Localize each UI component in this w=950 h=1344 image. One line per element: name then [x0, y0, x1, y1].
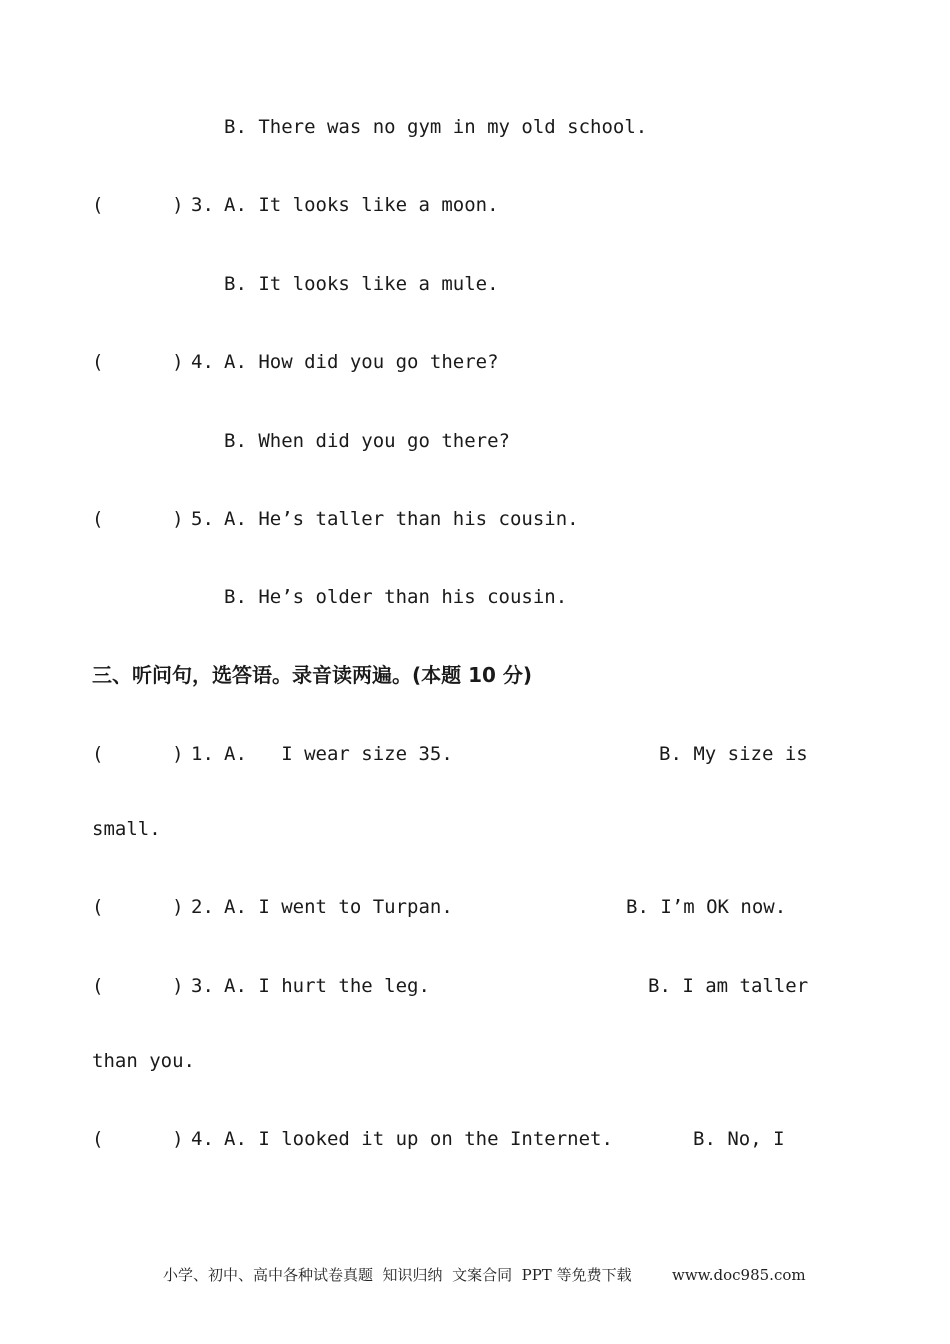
- item-number-5: 5.: [191, 508, 214, 530]
- s3-answer-blank-4: ( ): [92, 1128, 184, 1150]
- s3-option-b-3-continued: than you.: [92, 1050, 195, 1072]
- option-a-item-4: A. How did you go there?: [224, 351, 499, 373]
- item-number-4: 4.: [191, 351, 214, 373]
- item-number-3: 3.: [191, 194, 214, 216]
- s3-option-a-3: A. I hurt the leg.: [224, 975, 430, 997]
- s3-item-number-4: 4.: [191, 1128, 214, 1150]
- s3-answer-blank-1: ( ): [92, 743, 184, 765]
- s3-option-a-2: A. I went to Turpan.: [224, 896, 453, 918]
- s3-option-a-1: A. I wear size 35.: [224, 743, 453, 765]
- s3-option-b-3: B. I am taller: [648, 975, 809, 997]
- footer-url[interactable]: www.doc985.com: [672, 1266, 806, 1284]
- option-b-item-2: B. There was no gym in my old school.: [224, 116, 648, 138]
- s3-option-b-4: B. No, I: [693, 1128, 785, 1150]
- option-a-item-3: A. It looks like a moon.: [224, 194, 499, 216]
- answer-blank-item-4: ( ): [92, 351, 184, 373]
- s3-option-b-1: B. My size is: [659, 743, 808, 765]
- s3-answer-blank-3: ( ): [92, 975, 184, 997]
- footer-text: 小学、初中、高中各种试卷真题 知识归纳 文案合同 PPT 等免费下载: [163, 1266, 632, 1284]
- option-a-item-5: A. He’s taller than his cousin.: [224, 508, 579, 530]
- s3-answer-blank-2: ( ): [92, 896, 184, 918]
- s3-option-a-4: A. I looked it up on the Internet.: [224, 1128, 613, 1150]
- s3-option-b-2: B. I’m OK now.: [626, 896, 787, 918]
- s3-item-number-2: 2.: [191, 896, 214, 918]
- option-b-item-5: B. He’s older than his cousin.: [224, 586, 568, 608]
- answer-blank-item-3: ( ): [92, 194, 184, 216]
- answer-blank-item-5: ( ): [92, 508, 184, 530]
- option-b-item-3: B. It looks like a mule.: [224, 273, 499, 295]
- s3-item-number-3: 3.: [191, 975, 214, 997]
- section-3-heading: 三、听问句，选答语。录音读两遍。(本题 10 分): [92, 663, 533, 687]
- s3-item-number-1: 1.: [191, 743, 214, 765]
- s3-option-b-1-continued: small.: [92, 818, 161, 840]
- option-b-item-4: B. When did you go there?: [224, 430, 510, 452]
